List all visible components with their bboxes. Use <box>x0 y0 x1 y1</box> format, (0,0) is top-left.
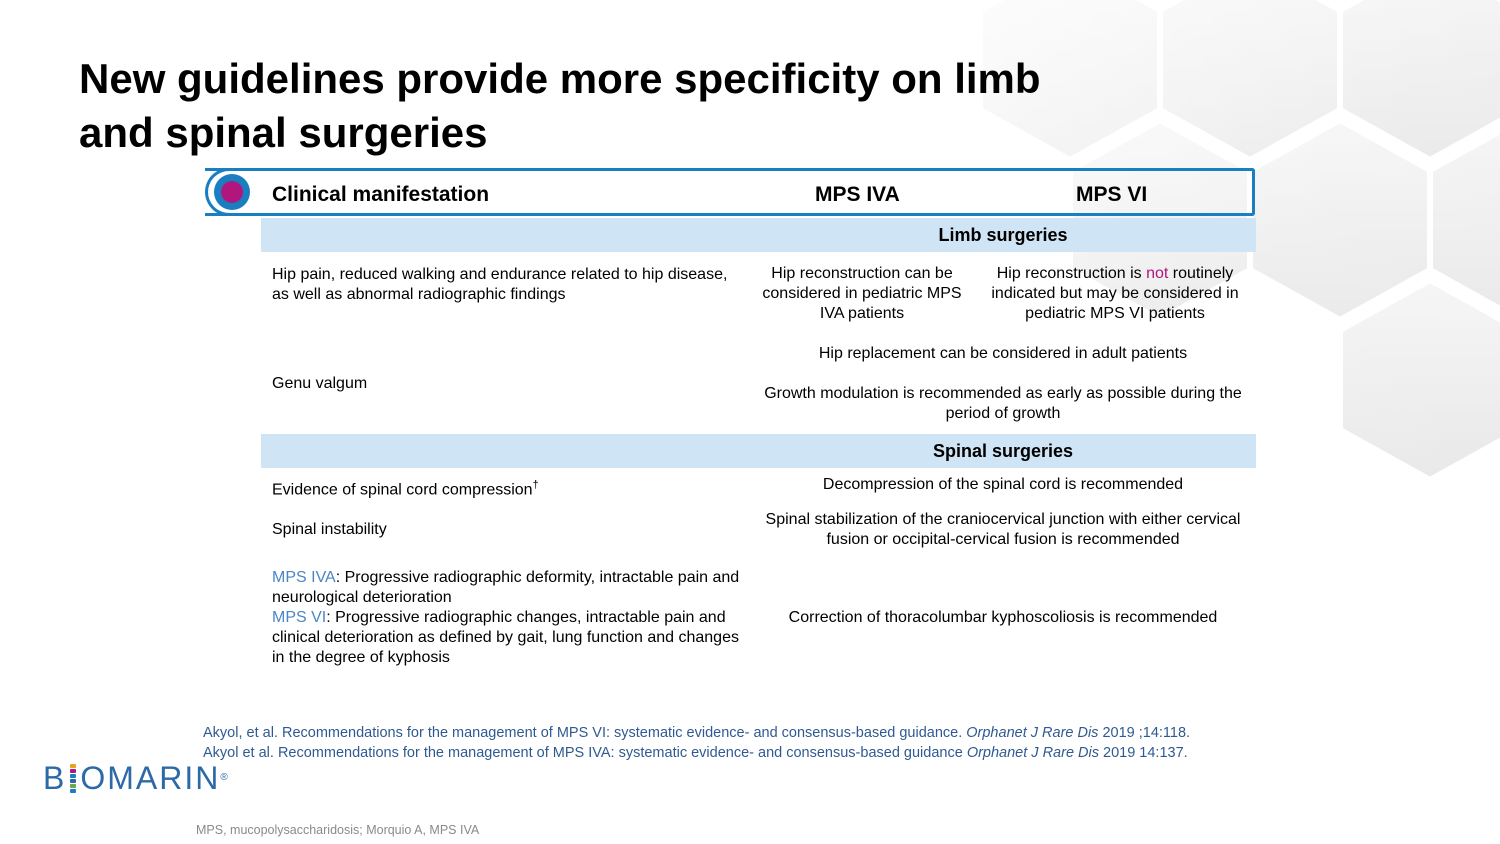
row-instability-manifestation: Spinal instability <box>272 521 387 538</box>
row-genu-recommendation: Growth modulation is recommended as early as possible during the period of growth <box>764 385 1242 422</box>
row-kypho-recommendation: Correction of thoracolumbar kyphoscoliosis is recommended <box>788 609 1218 626</box>
cord-manifestation-text: Evidence of spinal cord compression <box>272 481 533 499</box>
row-hip-adult: Hip replacement can be considered in adult patients <box>818 345 1188 362</box>
kypho-mps-vi-text: : Progressive radiographic changes, intractable pain and clinical deterioration as defined by gait, lung function and changes in the degree of kyphosis <box>272 609 739 666</box>
dagger-footnote-mark: † <box>532 479 539 491</box>
header-mps-iva: MPS IVA <box>815 183 900 206</box>
kypho-mps-vi-label: MPS VI <box>272 609 327 626</box>
row-instability-recommendation: Spinal stabilization of the craniocervical junction with either cervical fusion or occipital-cervical fusion is recommended <box>765 511 1241 548</box>
row-kypho-manifestation <box>272 568 747 668</box>
row-cord-manifestation <box>272 475 742 500</box>
biomarin-logo <box>43 758 228 798</box>
hip-mps-vi-text-start: Hip reconstruction is <box>996 265 1147 282</box>
reference-2-cite: 2019 14:137. <box>1098 745 1188 761</box>
reference-1-text: Akyol, et al. Recommendations for the management of MPS VI: systematic evidence- and consensus-based guidance. <box>203 725 967 741</box>
reference-1-journal: Orphanet J Rare Dis <box>966 725 1099 741</box>
reference-2-journal: Orphanet J Rare Dis <box>966 745 1099 761</box>
hip-mps-vi-emphasis: not <box>1146 265 1169 282</box>
reference-1 <box>203 723 1293 743</box>
reference-2 <box>203 743 1293 763</box>
section-label-limb: Limb surgeries <box>938 225 1068 245</box>
row-hip-mps-vi <box>980 264 1250 324</box>
header-mps-vi: MPS VI <box>1076 183 1148 206</box>
kypho-mps-iva-text: : Progressive radiographic deformity, intractable pain and neurological deterioration <box>272 569 740 606</box>
footnote-abbreviations: MPS, mucopolysaccharidosis; Morquio A, MPS IVA <box>196 823 480 837</box>
row-hip-mps-iva: Hip reconstruction can be considered in pediatric MPS IVA patients <box>762 265 962 322</box>
page-title: New guidelines provide more specificity on limb and spinal surgeries <box>79 55 1041 156</box>
logo-i-dots-icon <box>66 758 80 798</box>
row-genu-manifestation: Genu valgum <box>272 375 368 392</box>
row-cord-recommendation: Decompression of the spinal cord is recommended <box>822 476 1184 493</box>
logo-prefix: B <box>43 760 67 796</box>
logo-suffix: OMARIN <box>80 760 221 796</box>
row-hip-manifestation: Hip pain, reduced walking and endurance related to hip disease, as well as abnormal radiographic findings <box>272 266 728 303</box>
hip-mps-vi-text-end: routinely indicated but may be considered in pediatric MPS VI patients <box>991 265 1239 322</box>
registered-mark: ® <box>220 772 228 783</box>
reference-2-text: Akyol et al. Recommendations for the management of MPS IVA: systematic evidence- and consensus-based guidance <box>203 745 967 761</box>
kypho-mps-iva-label: MPS IVA <box>272 569 336 586</box>
bullet-dot-icon <box>221 181 243 203</box>
references <box>203 723 1293 763</box>
header-clinical-manifestation: Clinical manifestation <box>272 183 490 206</box>
section-label-spinal: Spinal surgeries <box>932 441 1074 461</box>
reference-1-cite: 2019 ;14:118. <box>1098 725 1191 741</box>
